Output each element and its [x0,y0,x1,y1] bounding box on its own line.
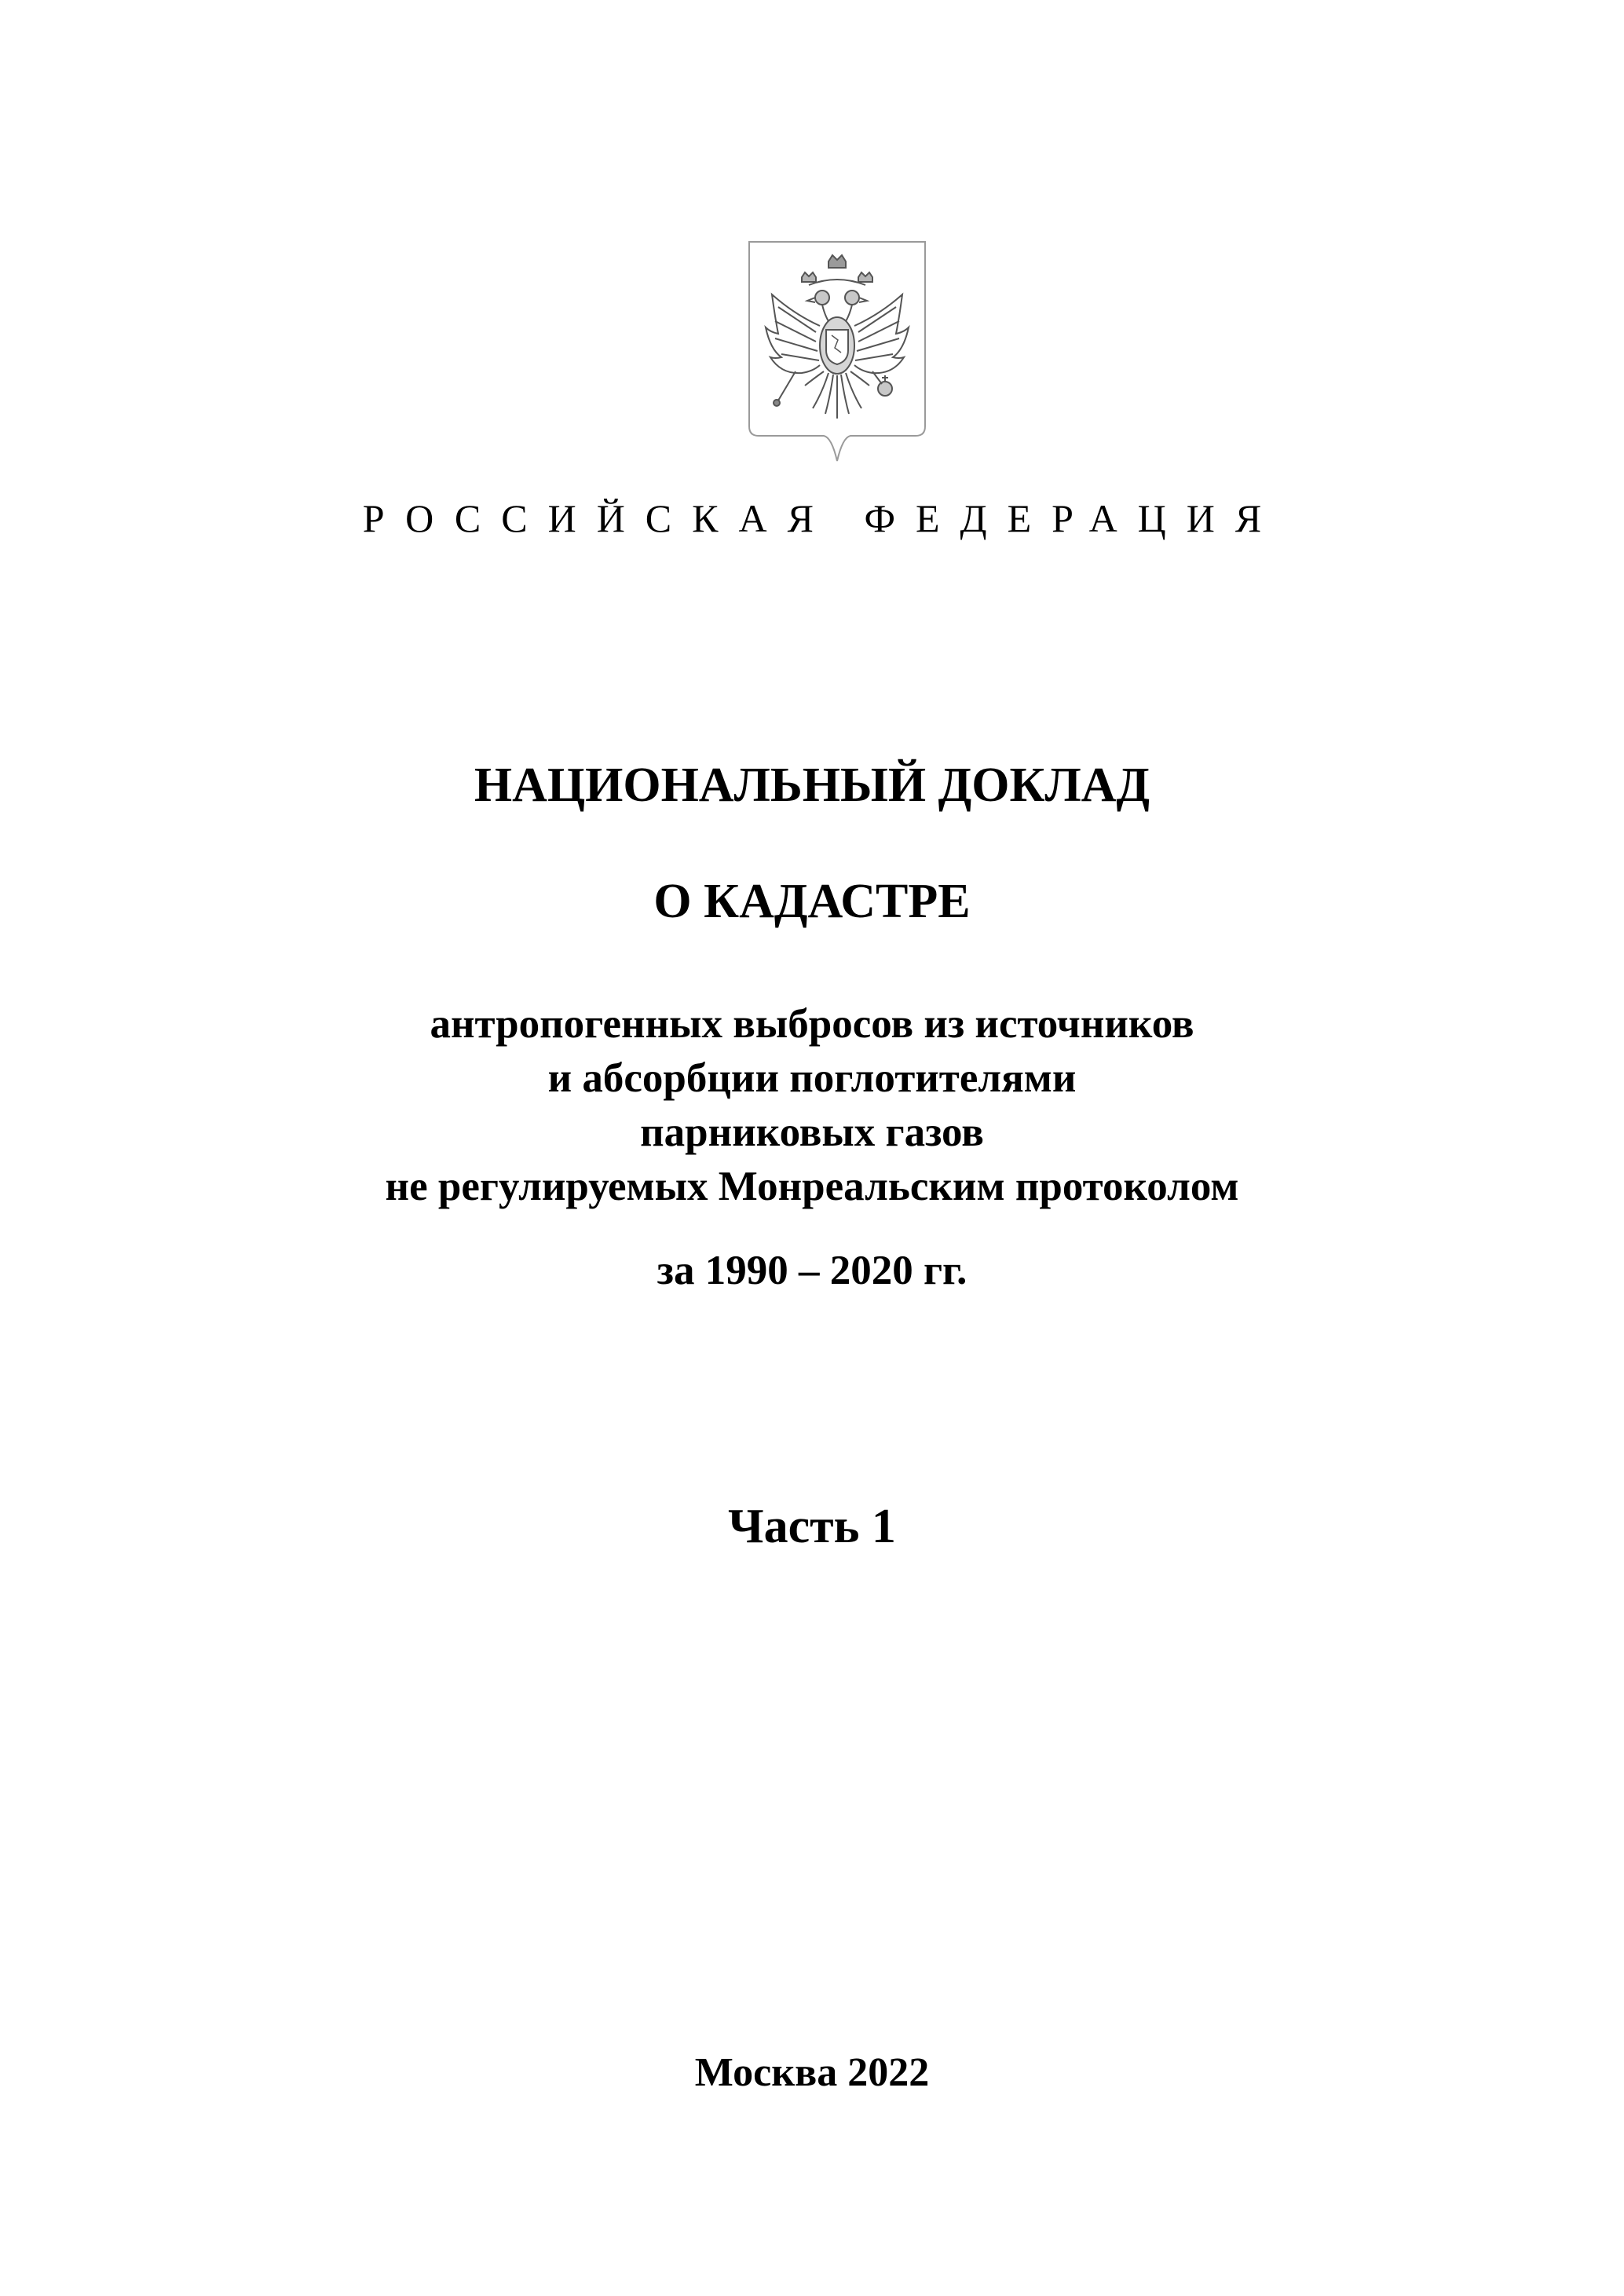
report-period: за 1990 – 2020 гг. [657,1248,967,1293]
description-line: антропогенных выбросов из источников [430,1001,1194,1047]
report-description [0,997,1624,1214]
title-block [0,754,1624,1298]
part-number: Часть 1 [728,1500,896,1553]
description-line: и абсорбции поглотителями [547,1055,1077,1101]
description-line: парниковых газов [640,1110,984,1155]
report-subtitle: О КАДАСТРЕ [653,875,971,928]
publication-place-year: Москва 2022 [694,2050,930,2095]
report-title: НАЦИОНАЛЬНЫЙ ДОКЛАД [474,759,1150,812]
state-emblem-icon [747,239,927,463]
country-name: РОССИЙСКАЯ ФЕДЕРАЦИЯ [362,496,1282,540]
description-line: не регулируемых Монреальским протоколом [385,1164,1239,1209]
